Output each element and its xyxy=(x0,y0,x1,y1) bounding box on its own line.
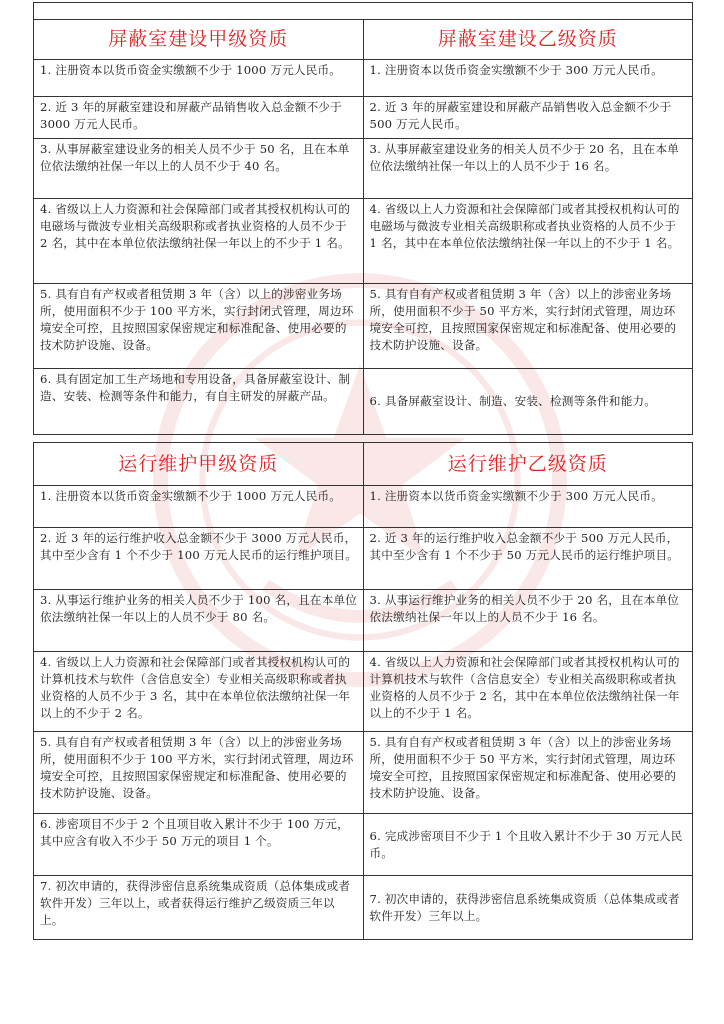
shielding-a-item-3: 3. 从事屏蔽室建设业务的相关人员不少于 50 名，且在本单位依法缴纳社保一年以上的人员不少于 40 名。 xyxy=(34,139,364,199)
maintenance-b-item-5: 5. 具有自有产权或者租赁期 3 年（含）以上的涉密业务场所，使用面积不少于 50 平方米，实行封闭式管理，周边环境安全可控，且按照国家保密规定和标准配备、使用必要的技术防护设施、设备。 xyxy=(363,732,693,814)
shielding-grade-b-title: 屏蔽室建设乙级资质 xyxy=(363,20,693,60)
table-top-spacer xyxy=(34,3,693,20)
maintenance-a-item-5: 5. 具有自有产权或者租赁期 3 年（含）以上的涉密业务场所，使用面积不少于 100 平方米，实行封闭式管理，周边环境安全可控，且按照国家保密规定和标准配备、使用必要的技术防护设施、设备。 xyxy=(34,732,364,814)
shielding-b-item-1: 1. 注册资本以货币资金实缴额不少于 300 万元人民币。 xyxy=(363,60,693,97)
maintenance-b-item-4: 4. 省级以上人力资源和社会保障部门或者其授权机构认可的计算机技术与软件（含信息安全）专业相关高级职称或者执业资格的人员不少于 2 名，其中在本单位依法缴纳社保一年以上的不少于 1 名。 xyxy=(363,652,693,732)
shielding-a-item-2: 2. 近 3 年的屏蔽室建设和屏蔽产品销售收入总金额不少于 3000 万元人民币。 xyxy=(34,97,364,139)
maintenance-grade-b-title: 运行维护乙级资质 xyxy=(363,443,693,486)
maintenance-a-item-7: 7. 初次申请的，获得涉密信息系统集成资质（总体集成或者软件开发）三年以上，或者获得运行维护乙级资质三年以上。 xyxy=(34,876,364,940)
shielding-grade-a-title: 屏蔽室建设甲级资质 xyxy=(34,20,364,60)
shielding-b-item-4: 4. 省级以上人力资源和社会保障部门或者其授权机构认可的电磁场与微波专业相关高级职称或者执业资格的人员不少于 1 名，其中在本单位依法缴纳社保一年以上的不少于 1 名。 xyxy=(363,199,693,284)
shielding-b-item-5: 5. 具有自有产权或者租赁期 3 年（含）以上的涉密业务场所，使用面积不少于 50 平方米，实行封闭式管理，周边环境安全可控，且按照国家保密规定和标准配备、使用必要的技术防护设施、设备。 xyxy=(363,284,693,369)
shielding-a-item-6: 6. 具有固定加工生产场地和专用设备，具备屏蔽室设计、制造、安装、检测等条件和能力，有自主研发的屏蔽产品。 xyxy=(34,369,364,435)
maintenance-qualification-table xyxy=(33,442,693,940)
maintenance-a-item-6: 6. 涉密项目不少于 2 个且项目收入累计不少于 100 万元，其中应含有收入不少于 50 万元的项目 1 个。 xyxy=(34,814,364,876)
shielding-a-item-4: 4. 省级以上人力资源和社会保障部门或者其授权机构认可的电磁场与微波专业相关高级职称或者执业资格的人员不少于 2 名，其中在本单位依法缴纳社保一年以上的不少于 1 名。 xyxy=(34,199,364,284)
maintenance-b-item-7: 7. 初次申请的，获得涉密信息系统集成资质（总体集成或者软件开发）三年以上。 xyxy=(363,876,693,940)
maintenance-a-item-2: 2. 近 3 年的运行维护收入总金额不少于 3000 万元人民币，其中至少含有 1 个不少于 100 万元人民币的运行维护项目。 xyxy=(34,528,364,590)
shielding-qualification-table xyxy=(33,2,693,435)
shielding-a-item-5: 5. 具有自有产权或者租赁期 3 年（含）以上的涉密业务场所，使用面积不少于 100 平方米，实行封闭式管理，周边环境安全可控，且按照国家保密规定和标准配备、使用必要的技术防护设施、设备。 xyxy=(34,284,364,369)
maintenance-a-item-3: 3. 从事运行维护业务的相关人员不少于 100 名，且在本单位依法缴纳社保一年以上的人员不少于 80 名。 xyxy=(34,590,364,652)
shielding-b-item-3: 3. 从事屏蔽室建设业务的相关人员不少于 20 名，且在本单位依法缴纳社保一年以上的人员不少于 16 名。 xyxy=(363,139,693,199)
shielding-b-item-2: 2. 近 3 年的屏蔽室建设和屏蔽产品销售收入总金额不少于 500 万元人民币。 xyxy=(363,97,693,139)
maintenance-b-item-3: 3. 从事运行维护业务的相关人员不少于 20 名，且在本单位依法缴纳社保一年以上的人员不少于 16 名。 xyxy=(363,590,693,652)
maintenance-b-item-2: 2. 近 3 年的运行维护收入总金额不少于 500 万元人民币，其中至少含有 1 个不少于 50 万元人民币的运行维护项目。 xyxy=(363,528,693,590)
maintenance-b-item-1: 1. 注册资本以货币资金实缴额不少于 300 万元人民币。 xyxy=(363,486,693,528)
maintenance-a-item-1: 1. 注册资本以货币资金实缴额不少于 1000 万元人民币。 xyxy=(34,486,364,528)
maintenance-b-item-6: 6. 完成涉密项目不少于 1 个且收入累计不少于 30 万元人民币。 xyxy=(363,814,693,876)
maintenance-grade-a-title: 运行维护甲级资质 xyxy=(34,443,364,486)
shielding-a-item-1: 1. 注册资本以货币资金实缴额不少于 1000 万元人民币。 xyxy=(34,60,364,97)
shielding-b-item-6: 6. 具备屏蔽室设计、制造、安装、检测等条件和能力。 xyxy=(363,369,693,435)
maintenance-a-item-4: 4. 省级以上人力资源和社会保障部门或者其授权机构认可的计算机技术与软件（含信息安全）专业相关高级职称或者执业资格的人员不少于 3 名，其中在本单位依法缴纳社保一年以上的不少于 2 名。 xyxy=(34,652,364,732)
